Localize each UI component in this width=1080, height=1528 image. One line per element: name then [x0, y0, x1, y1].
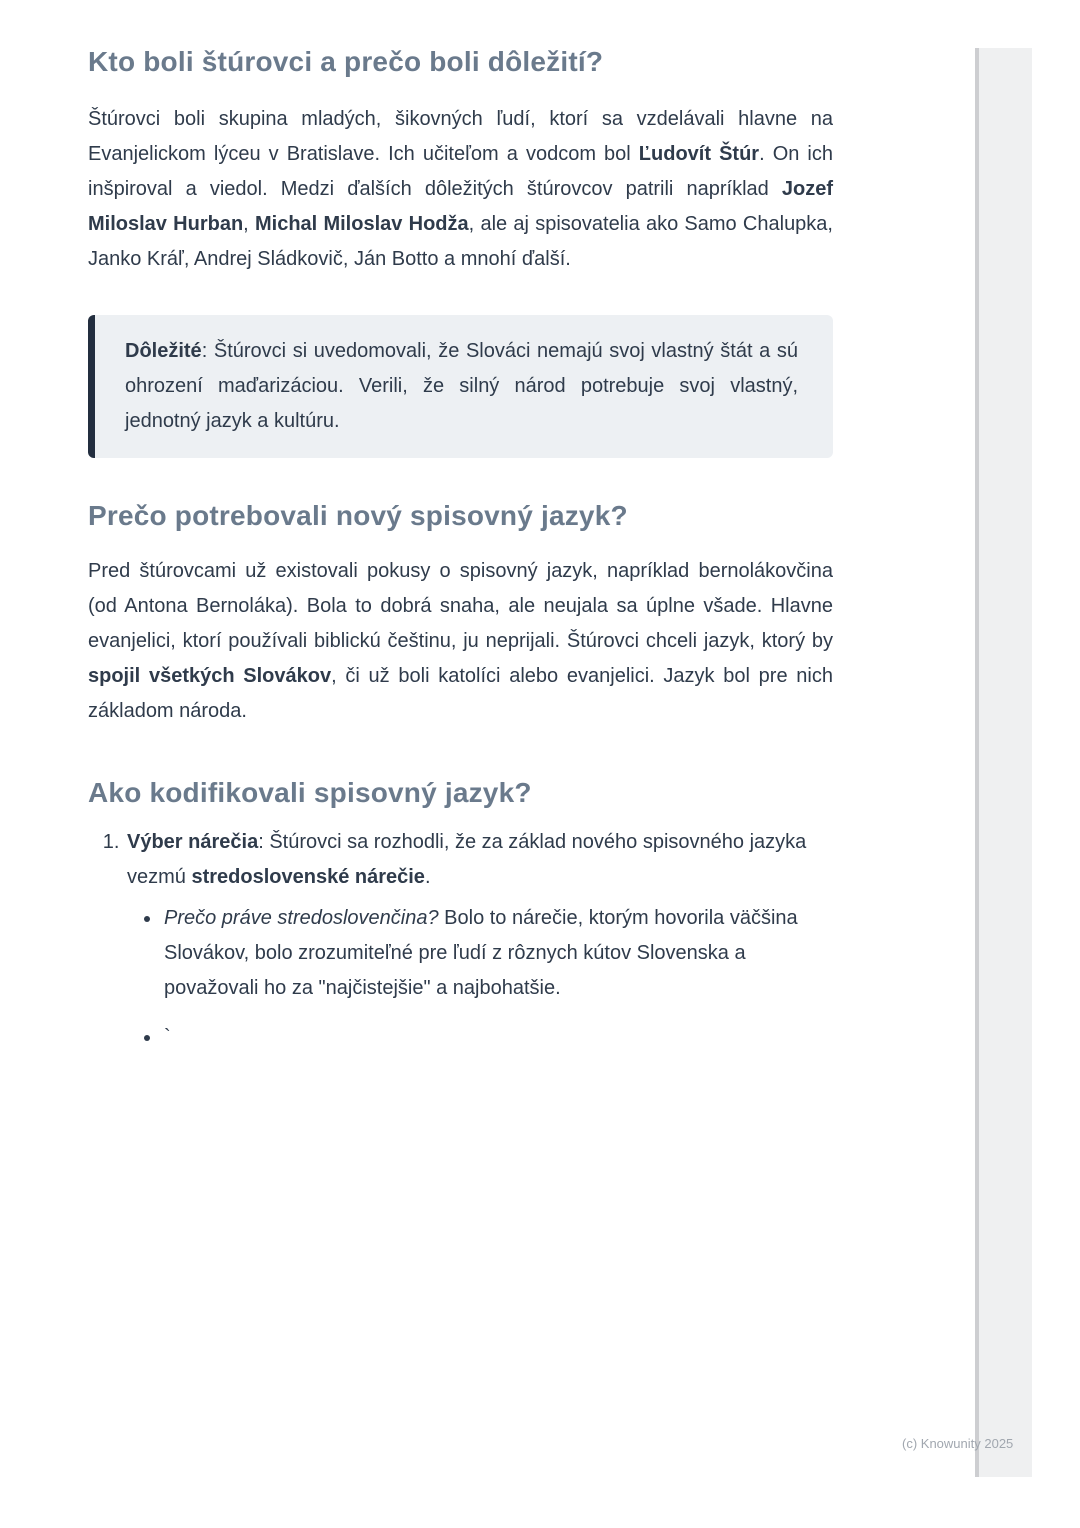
paragraph-new-language: Pred štúrovcami už existovali pokusy o spisovný jazyk, napríklad bernolákovčina (od Antona Bernoláka). Bola to dobrá snaha, ale neujala sa úplne všade. Hlavne evanjelici, ktorí používali biblickú češtinu, ju neprijali. Štúrovci chceli jazyk, ktorý by spojil všetkých Slovákov, či už boli katolíci alebo evanjelici. Jazyk bol pre nich základom národa.: [88, 560, 833, 722]
bullet-item-empty: [162, 1020, 833, 1055]
important-callout: [88, 315, 833, 458]
section-heading-who-were-sturovci: Kto boli štúrovci a prečo boli dôležití?: [88, 46, 604, 77]
numbered-list: [88, 825, 833, 1055]
paragraph-sturovci-intro: Štúrovci boli skupina mladých, šikovných ľudí, ktorí sa vzdelávali hlavne na Evanjelickom lýceu v Bratislave. Ich učiteľom a vodcom bol Ľudovít Štúr. On ich inšpiroval a viedol. Medzi ďalších dôležitých štúrovcov patrili napríklad Jozef Miloslav Hurban, Michal Miloslav Hodža, ale aj spisovatelia ako Samo Chalupka, Janko Kráľ, Andrej Sládkovič, Ján Botto a mnohí ďalší.: [88, 108, 833, 270]
section-heading-how-codified: Ako kodifikovali spisovný jazyk?: [88, 777, 532, 808]
document-content: [88, 44, 833, 1055]
page-edge-strip: [975, 48, 1032, 1477]
copyright-footer: (c) Knowunity 2025: [902, 1436, 1014, 1451]
important-callout-text: Dôležité: Štúrovci si uvedomovali, že Slováci nemajú svoj vlastný štát a sú ohrození maďarizáciou. Verili, že silný národ potrebuje svoj vlastný, jednotný jazyk a kultúru.: [125, 340, 798, 432]
bullet-list: [127, 901, 833, 1055]
section-heading-why-new-language: Prečo potrebovali nový spisovný jazyk?: [88, 500, 628, 531]
bullet-item-why-central-slovak: • Prečo práve stredoslovenčina? Bolo to nárečie, ktorým hovorila väčšina Slovákov, bolo zrozumiteľné pre ľudí z rôznych kútov Slovenska a považovali ho za "najčistejšie" a najbohatšie.: [162, 901, 833, 1006]
numbered-list-item-text: Výber nárečia: Štúrovci sa rozhodli, že za základ nového spisovného jazyka vezmú stredoslovenské nárečie.: [127, 831, 807, 888]
bullet-item-empty-text: `: [164, 1026, 171, 1048]
numbered-list-item-dialect-choice: [125, 825, 833, 1055]
